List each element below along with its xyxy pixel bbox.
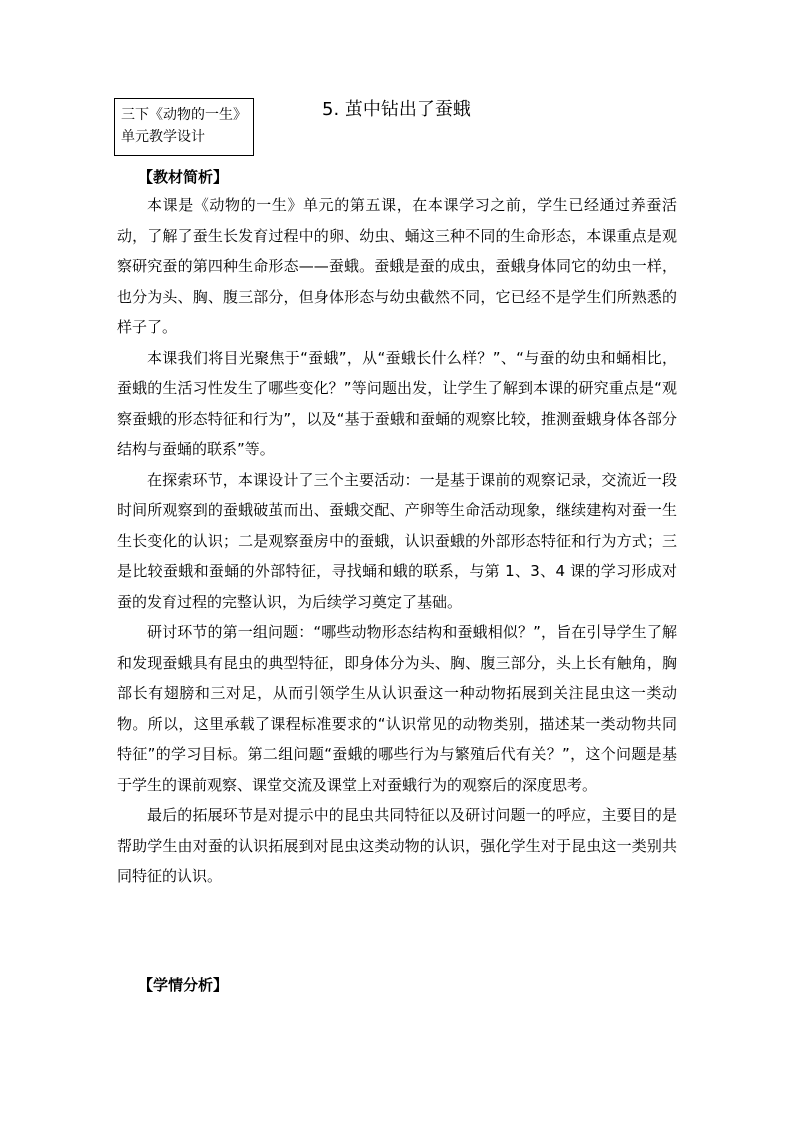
section-heading-textbook-analysis: 【教材简析】 xyxy=(138,168,229,186)
lesson-title: 5. 茧中钻出了蚕蛾 xyxy=(322,99,471,120)
textbook-analysis-body xyxy=(117,190,677,892)
paragraph: 研讨环节的第一组问题：“哪些动物形态结构和蚕蛾相似？”，旨在引导学生了解和发现蚕蛾具有昆虫的典型特征，即身体分为头、胸、腹三部分，头上长有触角，胸部长有翅膀和三对足，从而引领学生从认识蚕这一种动物拓展到关注昆虫这一类动物。所以，这里承载了课程标准要求的“认识常见的动物类别，描述某一类动物共同特征”的学习目标。第二组问题“蚕蛾的哪些行为与繁殖后代有关？”，这个问题是基于学生的课前观察、课堂交流及课堂上对蚕蛾行为的观察后的深度思考。 xyxy=(117,623,677,794)
paragraph: 最后的拓展环节是对提示中的昆虫共同特征以及研讨问题一的呼应，主要目的是帮助学生由对蚕的认识拓展到对昆虫这类动物的认识，强化学生对于昆虫这一类别共同特征的认识。 xyxy=(117,806,677,885)
unit-label-line1: 三下《动物的一生》 xyxy=(121,107,247,123)
paragraph: 本课是《动物的一生》单元的第五课，在本课学习之前，学生已经通过养蚕活动，了解了蚕生长发育过程中的卵、幼虫、蛹这三种不同的生命形态，本课重点是观察研究蚕的第四种生命形态——蚕蛾。蚕蛾是蚕的成虫，蚕蛾身体同它的幼虫一样，也分为头、胸、腹三部分，但身体形态与幼虫截然不同，它已经不是学生们所熟悉的样子了。 xyxy=(117,196,677,336)
paragraph: 在探索环节，本课设计了三个主要活动：一是基于课前的观察记录，交流近一段时间所观察到的蚕蛾破茧而出、蚕蛾交配、产卵等生命活动现象，继续建构对蚕一生生长变化的认识；二是观察蚕房中的蚕蛾，认识蚕蛾的外部形态特征和行为方式；三是比较蚕蛾和蚕蛹的外部特征，寻找蛹和蛾的联系，与第 1、3、4 课的学习形成对蚕的发育过程的完整认识，为后续学习奠定了基础。 xyxy=(117,470,677,611)
paragraph: 本课我们将目光聚焦于“蚕蛾”，从“蚕蛾长什么样？”、“与蚕的幼虫和蛹相比，蚕蛾的生活习性发生了哪些变化？”等问题出发，让学生了解到本课的研究重点是“观察蚕蛾的形态特征和行为”，以及“基于蚕蛾和蚕蛹的观察比较，推测蚕蛾身体各部分结构与蚕蛹的联系”等。 xyxy=(117,348,677,458)
unit-label-box xyxy=(114,98,254,156)
section-heading-learner-analysis: 【学情分析】 xyxy=(138,976,229,994)
unit-label-line2: 单元教学设计 xyxy=(121,129,205,145)
